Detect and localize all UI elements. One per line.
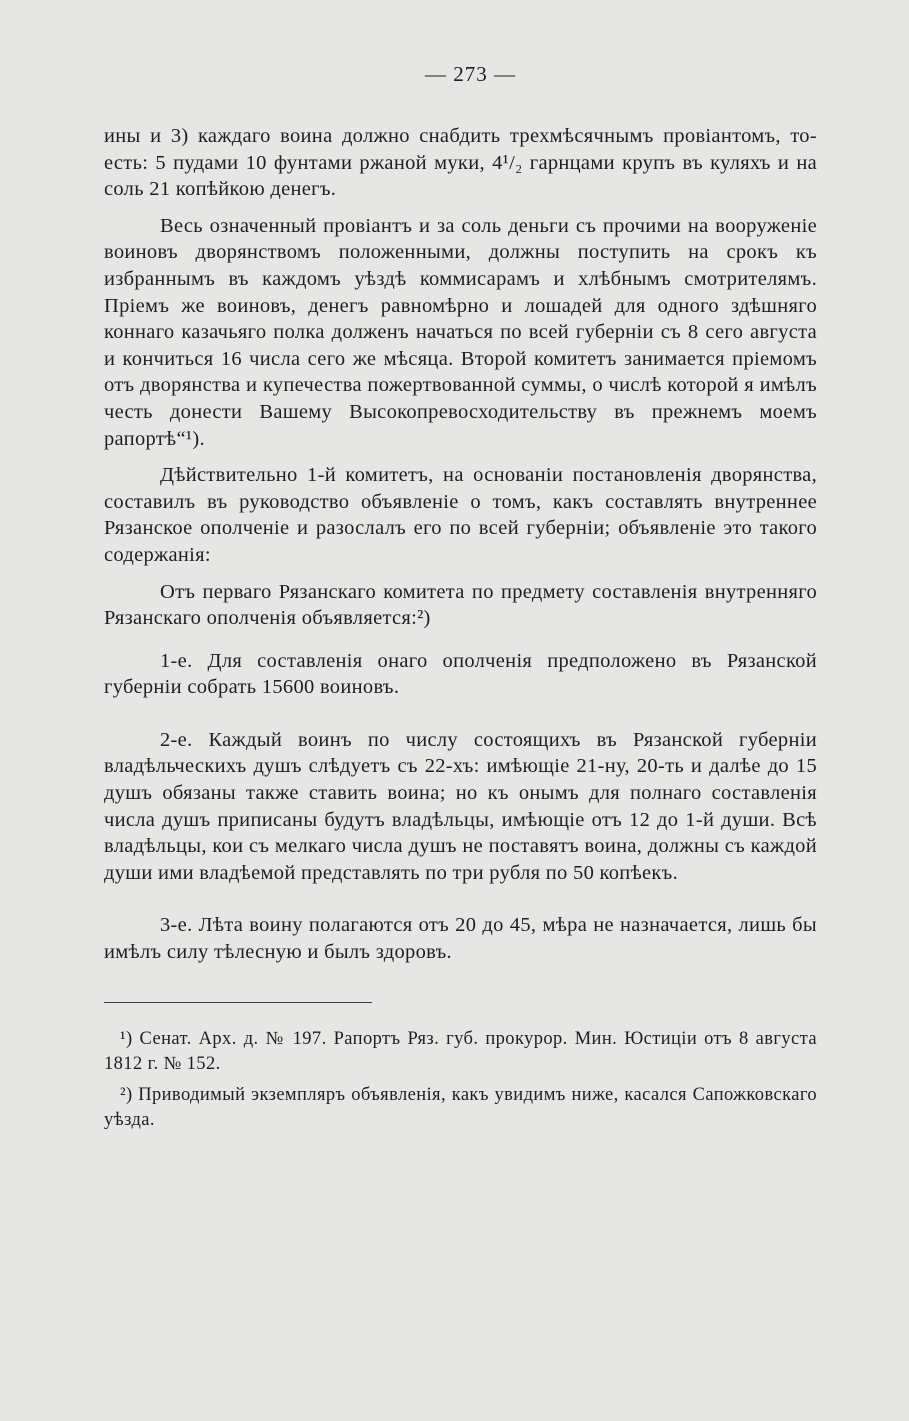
page-number: — 273 — (425, 62, 516, 86)
main-text (104, 123, 817, 966)
footnotes (104, 1027, 817, 1133)
footnote-divider (104, 1002, 372, 1003)
paragraph-provisions: Весь означенный провіантъ и за соль деньги съ прочими на вооруженіе воиновъ дворянствомъ положенными, должны поступить на срокъ къ избраннымъ въ каждомъ уѣздѣ коммисарамъ и хлѣбнымъ смотрителямъ. Пріемъ же воиновъ, денегъ равномѣрно и лошадей для одного здѣшняго коннаго казачьяго полка долженъ начаться по всей губерніи съ 8 сего августа и кончиться 16 числа сего же мѣсяца. Второй комитетъ занимается пріемомъ отъ дворянства и купечества пожертвованной суммы, о числѣ которой я имѣлъ честь донести Вашему Высокопревосходительству въ прежнемъ моемъ рапортѣ“¹). (104, 214, 817, 450)
paragraph-announcement-heading: Отъ перваго Рязанскаго комитета по предмету составленія внутренняго Рязанскаго ополченія объявляется:²) (104, 580, 817, 630)
paragraph-item-3: 3-е. Лѣта воину полагаются отъ 20 до 45, мѣра не назначается, лишь бы имѣлъ силу тѣлесную и былъ здоровъ. (104, 914, 817, 964)
paragraph-committee: Дѣйствительно 1-й комитетъ, на основаніи постановленія дворянства, составилъ въ руководство объявленіе о томъ, какъ составлять внутреннее Рязанское ополченіе и разослалъ его по всей губерніи; объявленіе это такого содержанія: (104, 464, 817, 566)
paragraph-continuation: ины и 3) каждаго воина должно снабдить трехмѣсячнымъ провіантомъ, то-есть: 5 пудами 10 фунтами ржаной муки, 4¹/₂ гарнцами крупъ въ куляхъ и на соль 21 копѣйкою денегъ. (104, 125, 817, 201)
footnote-1: ¹) Сенат. Арх. д. № 197. Рапортъ Ряз. губ. прокурор. Мин. Юстиціи отъ 8 августа 1812 г. № 152. (104, 1028, 817, 1074)
footnote-2: ²) Приводимый экземпляръ объявленія, какъ увидимъ ниже, касался Сапожковскаго уѣзда. (104, 1084, 817, 1130)
paragraph-item-2: 2-е. Каждый воинъ по числу состоящихъ въ Рязанской губерніи владѣльческихъ душъ слѣдуетъ съ 22-хъ: имѣющіе 21-ну, 20-ть и далѣе до 15 душъ обязаны также ставить воина; но къ онымъ для полнаго составленія числа душъ приписаны будутъ владѣльцы, имѣющіе отъ 12 до 1-й души. Всѣ владѣльцы, кои съ мелкаго числа душъ не поставятъ воина, должны съ каждой души ими владѣемой представлять по три рубля по 50 копѣекъ. (104, 728, 817, 884)
paragraph-item-1: 1-е. Для составленія онаго ополченія предположено въ Рязанской губерніи собрать 15600 воиновъ. (104, 649, 817, 699)
